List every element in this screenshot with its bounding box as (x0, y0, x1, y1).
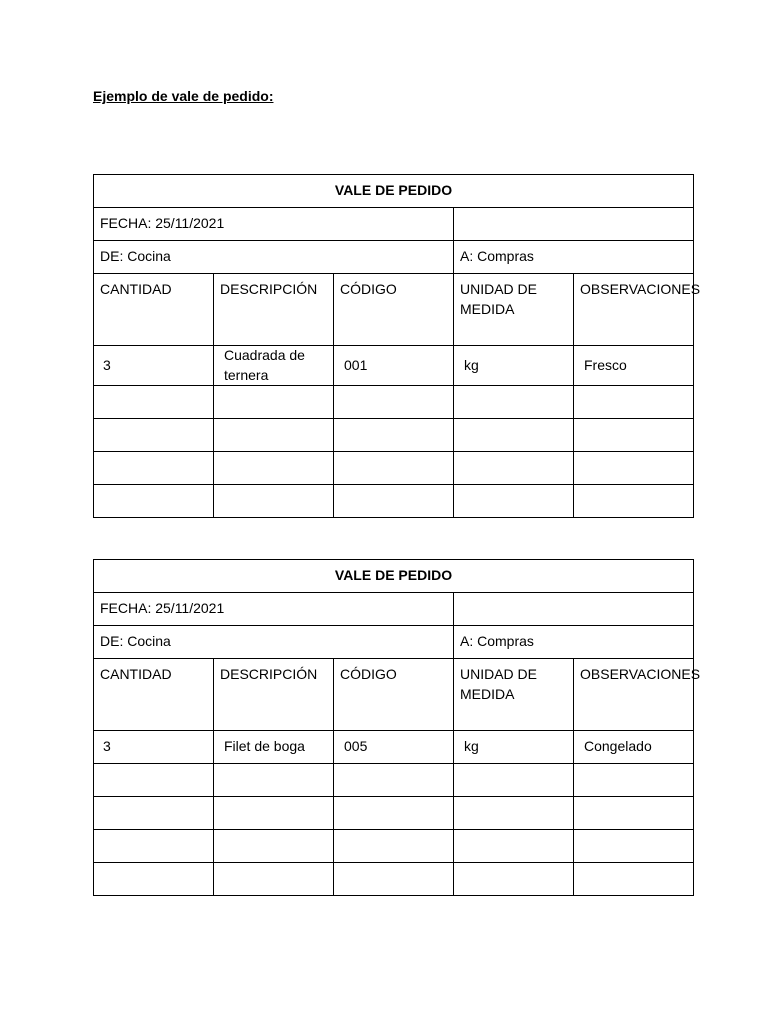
table-cell (334, 386, 454, 419)
table-cell (214, 485, 334, 518)
column-header: DESCRIPCIÓN (214, 274, 334, 346)
form-title: VALE DE PEDIDO (94, 175, 694, 208)
table-cell (334, 764, 454, 797)
table-cell (574, 386, 694, 419)
table-cell (574, 419, 694, 452)
column-header: OBSERVACIONES (574, 659, 694, 731)
table-cell (454, 830, 574, 863)
column-header: UNIDAD DE MEDIDA (454, 659, 574, 731)
to-field: A: Compras (454, 626, 694, 659)
table-cell: 001 (334, 346, 454, 386)
table-cell (454, 797, 574, 830)
column-header: CÓDIGO (334, 274, 454, 346)
table-row (94, 731, 694, 764)
table-cell (334, 419, 454, 452)
table-cell (94, 386, 214, 419)
table-cell: 3 (94, 731, 214, 764)
table-cell: Cuadrada de ternera (214, 346, 334, 386)
table-cell: Filet de boga (214, 731, 334, 764)
column-header: DESCRIPCIÓN (214, 659, 334, 731)
table-row (94, 346, 694, 386)
table-cell: Fresco (574, 346, 694, 386)
table-cell (574, 863, 694, 896)
empty-cell (454, 208, 694, 241)
order-form-table (93, 559, 701, 896)
table-cell (454, 419, 574, 452)
form-title: VALE DE PEDIDO (94, 560, 694, 593)
table-cell (214, 419, 334, 452)
table-cell (574, 764, 694, 797)
column-header: UNIDAD DE MEDIDA (454, 274, 574, 346)
table-cell (574, 485, 694, 518)
table-cell (334, 863, 454, 896)
table-row (94, 764, 694, 797)
table-cell: kg (454, 731, 574, 764)
column-header: OBSERVACIONES (574, 274, 694, 346)
table-cell (334, 830, 454, 863)
table-row (94, 485, 694, 518)
table-cell (454, 452, 574, 485)
table-row (94, 386, 694, 419)
page-heading: Ejemplo de vale de pedido: (93, 88, 274, 104)
from-field: DE: Cocina (94, 241, 454, 274)
table-cell: 3 (94, 346, 214, 386)
table-cell (574, 452, 694, 485)
table-row (94, 830, 694, 863)
table-cell (334, 452, 454, 485)
table-row (94, 797, 694, 830)
table-cell (454, 485, 574, 518)
from-field: DE: Cocina (94, 626, 454, 659)
table-cell (454, 863, 574, 896)
date-field: FECHA: 25/11/2021 (94, 593, 454, 626)
table-cell (94, 485, 214, 518)
table-cell (94, 797, 214, 830)
table-row (94, 419, 694, 452)
column-header: CANTIDAD (94, 659, 214, 731)
date-field: FECHA: 25/11/2021 (94, 208, 454, 241)
table-cell (214, 386, 334, 419)
table-cell (334, 797, 454, 830)
table-cell (454, 764, 574, 797)
table-cell (214, 830, 334, 863)
empty-cell (454, 593, 694, 626)
table-cell (214, 764, 334, 797)
table-cell (94, 863, 214, 896)
table-row (94, 863, 694, 896)
to-field: A: Compras (454, 241, 694, 274)
table-cell (454, 386, 574, 419)
column-header: CANTIDAD (94, 274, 214, 346)
table-cell (214, 797, 334, 830)
table-cell: kg (454, 346, 574, 386)
column-header: CÓDIGO (334, 659, 454, 731)
table-cell (94, 830, 214, 863)
table-cell (94, 764, 214, 797)
table-cell: 005 (334, 731, 454, 764)
table-cell (574, 830, 694, 863)
order-form-table (93, 174, 701, 518)
table-cell (94, 419, 214, 452)
table-cell (94, 452, 214, 485)
table-cell (214, 863, 334, 896)
table-cell: Congelado (574, 731, 694, 764)
table-cell (574, 797, 694, 830)
table-cell (334, 485, 454, 518)
table-cell (214, 452, 334, 485)
table-row (94, 452, 694, 485)
